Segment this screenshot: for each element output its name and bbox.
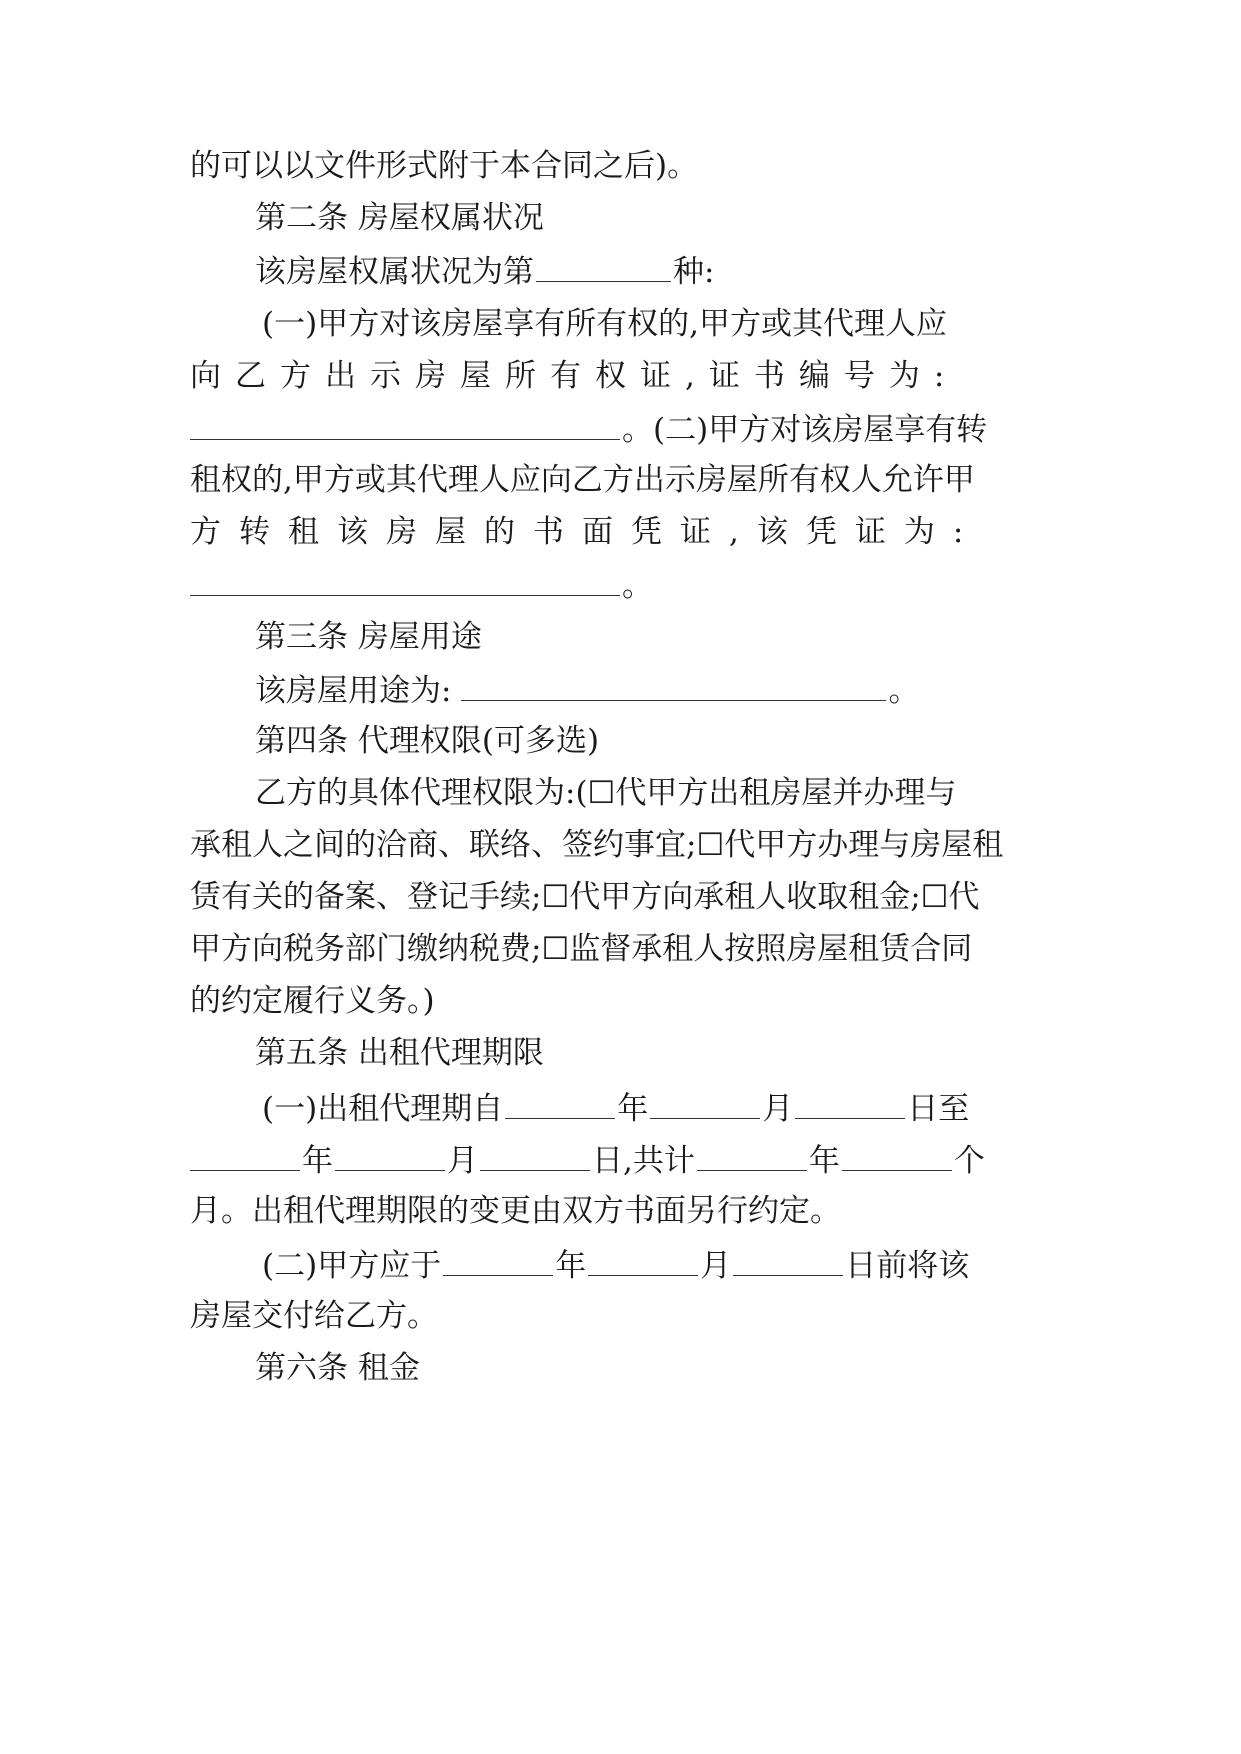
text: 月	[447, 1143, 478, 1179]
text: 第二条 房屋权属状况	[255, 200, 544, 236]
fill-in-blank[interactable]	[650, 1078, 760, 1119]
fill-in-blank[interactable]	[697, 1130, 807, 1171]
text: 房屋交付给乙方。	[190, 1298, 438, 1334]
text: 的可以以文件形式附于本合同之后)。	[190, 148, 699, 184]
text: 甲方向税务部门缴纳税费;☐监督承租人按照房屋租赁合同	[190, 931, 973, 967]
paragraph-line	[190, 816, 1050, 874]
text: 乙方的具体代理权限为:(☐代甲方出租房屋并办理与	[255, 775, 957, 811]
paragraph-line	[255, 660, 1050, 718]
text: 向乙方出示房屋所有权证,证书编号为:	[190, 358, 959, 394]
text: 日前将该	[845, 1248, 970, 1284]
text: 第四条 代理权限(可多选)	[255, 723, 600, 759]
text: 。	[888, 673, 920, 709]
text: 第三条 房屋用途	[255, 619, 482, 655]
text: 月。出租代理期限的变更由双方书面另行约定。	[190, 1193, 841, 1229]
paragraph-line	[190, 503, 1050, 561]
text: 月	[762, 1091, 794, 1127]
text: 第六条 租金	[255, 1350, 420, 1386]
text: 。(二)甲方对该房屋享有转	[622, 412, 988, 448]
fill-in-blank[interactable]	[480, 1130, 590, 1171]
text: 年	[302, 1143, 333, 1179]
fill-in-blank[interactable]	[443, 1235, 553, 1276]
fill-in-blank[interactable]	[733, 1235, 843, 1276]
fill-in-blank[interactable]	[795, 1078, 905, 1119]
article-2-heading	[255, 189, 1050, 247]
text: 赁有关的备案、登记手续;☐代甲方向承租人收取租金;☐代	[190, 879, 980, 915]
text: 该房屋用途为:	[255, 673, 452, 709]
paragraph-line	[190, 137, 1050, 195]
article-6-heading	[255, 1339, 1050, 1397]
paragraph-line	[190, 868, 1050, 926]
text: 。	[622, 568, 653, 604]
paragraph-line	[262, 295, 1050, 353]
paragraph-line	[190, 555, 1050, 613]
paragraph-line	[255, 241, 1050, 299]
text: 第五条 出租代理期限	[255, 1035, 544, 1071]
text: 年	[555, 1248, 587, 1284]
text: 方转租该房屋的书面凭证,该凭证为:	[190, 514, 982, 550]
text: 的约定履行义务。)	[190, 983, 435, 1019]
fill-in-blank[interactable]	[588, 1235, 698, 1276]
fill-in-blank[interactable]	[335, 1130, 445, 1171]
paragraph-line	[190, 399, 1050, 457]
text: (一)甲方对该房屋享有所有权的,甲方或其代理人应	[262, 306, 948, 342]
text: 种:	[673, 254, 715, 290]
fill-in-blank[interactable]	[536, 241, 671, 282]
article-3-heading	[255, 608, 1050, 666]
paragraph-line	[190, 451, 1050, 509]
text: 日,共计	[592, 1143, 695, 1179]
paragraph-line	[262, 1078, 1050, 1136]
article-4-heading	[255, 712, 1050, 770]
fill-in-blank[interactable]	[505, 1078, 615, 1119]
text: (二)甲方应于	[262, 1248, 442, 1284]
text: 承租人之间的洽商、联络、签约事宜;☐代甲方办理与房屋租	[190, 827, 1004, 863]
fill-in-blank[interactable]	[190, 555, 620, 596]
paragraph-line	[262, 1235, 1050, 1293]
text: 月	[700, 1248, 732, 1284]
text: 个	[953, 1143, 985, 1179]
text: 年	[617, 1091, 649, 1127]
article-5-heading	[255, 1024, 1050, 1082]
fill-in-blank[interactable]	[461, 660, 886, 701]
text: 租权的,甲方或其代理人应向乙方出示房屋所有权人允许甲	[190, 462, 975, 498]
text: 年	[808, 1143, 840, 1179]
paragraph-line	[190, 347, 1050, 405]
text: (一)出租代理期自	[262, 1091, 504, 1127]
paragraph-line	[190, 972, 1050, 1030]
fill-in-blank[interactable]	[190, 1130, 300, 1171]
paragraph-line	[190, 1287, 1050, 1345]
fill-in-blank[interactable]	[842, 1130, 952, 1171]
text: 日至	[907, 1091, 970, 1127]
paragraph-line	[190, 1182, 1050, 1240]
paragraph-line	[190, 920, 1050, 978]
fill-in-blank[interactable]	[190, 399, 620, 440]
paragraph-line	[190, 1130, 1050, 1188]
text: 该房屋权属状况为第	[255, 254, 534, 290]
paragraph-line	[255, 764, 1050, 822]
